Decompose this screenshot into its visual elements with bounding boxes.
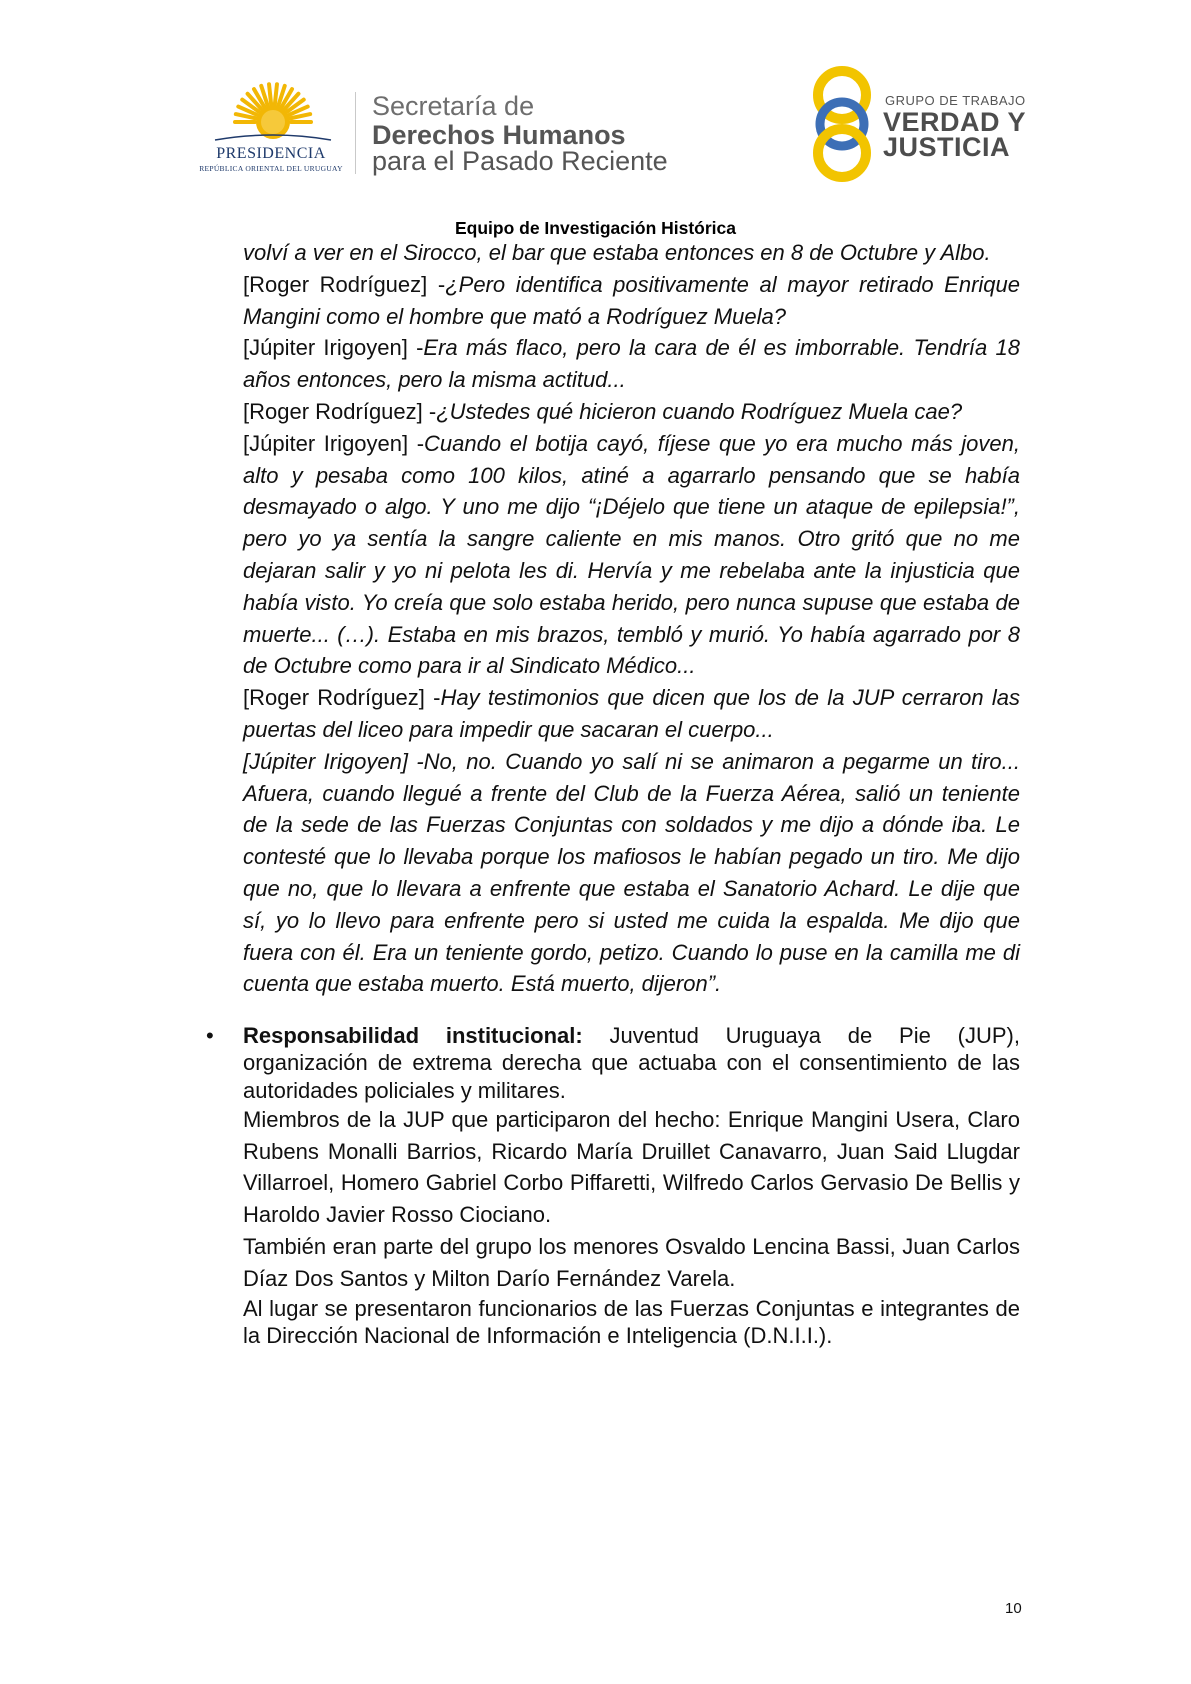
page-header [0,0,1191,215]
quote-text: ¿Pero identifica positivamente al mayor retirado Enrique Mangini como el hombre que mató a Rodríguez Muela? [243,271,1020,329]
presidencia-subtitle: REPÚBLICA ORIENTAL DEL URUGUAY [199,164,343,173]
sun-ray [275,84,277,104]
secretaria-line-3: para el Pasado Reciente [372,146,668,176]
responsabilidad-item [206,1022,1020,1349]
justicia-label: JUSTICIA [883,132,1011,162]
speaker: [Júpiter Irigoyen] - [243,430,425,456]
equipo-heading: Equipo de Investigación Histórica [454,218,737,238]
paragraph-3 [243,332,1020,396]
bullet-marker: • [206,1023,214,1049]
paragraph-4 [243,396,1020,428]
spacer [243,1000,1020,1022]
verdad-label: VERDAD Y [883,107,1027,137]
quote-text: Hay testimonios que dicen que los de la JUP cerraron las puertas del liceo para impedir que sacaran el cuerpo... [243,685,1020,742]
speaker: [Júpiter Irigoyen] - [243,335,424,361]
page-number: 10 [1005,1600,1022,1617]
quote-text: ¿Ustedes qué hicieron cuando Rodríguez Muela cae? [436,398,963,424]
quote-text: Cuando el botija cayó, fíjese que yo era mucho más joven, alto y pesaba como 100 kilos, atiné a agarrarlo pensando que se había desmayado o algo. Y uno me dijo “¡Déjelo que tiene un ataque de epilepsia!”, pero yo ya sentía la sangre caliente en mis manos. Otro gritó que no me dejaran salir y yo ni pelota les di. Hervía y me rebelaba ante la injusticia que había visto. Yo creía que solo estaba herido, pero nunca supuse que estaba de muerte... (…). Estaba en mis brazos, tembló y murió. Yo había agarrado por 8 de Octubre como para ir al Sindicato Médico... [243,430,1020,679]
paragraph-7: [Júpiter Irigoyen] -No, no. Cuando yo salí ni se animaron a pegarme un tiro... Afuera, cuando llegué a frente del Club de la Fuerza Aérea, salió un teniente de la sede de las Fuerzas Conjuntas con soldados y me dijo a dónde iba. Le contesté que lo llevaba porque los mafiosos le habían pegado un tiro. Me dijo que no, que lo llevara a enfrente que estaba el Sanatorio Achard. Le dije que sí, yo lo llevo para enfrente pero si usted me cuida la espalda. Me dijo que fuera con él. Era un teniente gordo, petizo. Cuando lo puse en la camilla me di cuenta que estaba muerto. Está muerto, dijeron”. [243,748,1020,997]
secretaria-line-2: Derechos Humanos [372,120,626,150]
secretaria-line-1: Secretaría de [372,91,535,121]
responsabilidad-paragraph [243,1022,1020,1104]
presidencia-label: PRESIDENCIA [216,145,326,162]
paragraph-6 [243,682,1020,746]
sun-ray [269,84,271,104]
paragraph-5 [243,428,1020,682]
menores-paragraph: También eran parte del grupo los menores Osvaldo Lencina Bassi, Juan Carlos Díaz Dos Santos y Milton Darío Fernández Varela. [243,1233,1020,1291]
speaker: [Roger Rodríguez] - [243,685,441,711]
responsabilidad-label: Responsabilidad institucional: [243,1023,583,1049]
header-divider [355,92,356,174]
paragraph-2 [243,269,1020,333]
quote-text: Era más flaco, pero la cara de él es imborrable. Tendría 18 años entonces, pero la misma actitud... [243,335,1020,393]
grupo-trabajo-label: GRUPO DE TRABAJO [885,93,1026,108]
speaker: [Roger Rodríguez] - [243,271,446,297]
lugar-paragraph: Al lugar se presentaron funcionarios de las Fuerzas Conjuntas e integrantes de la Dirección Nacional de Información e Inteligencia (D.N.I.I.). [243,1295,1020,1348]
verdad-justicia-rings-logo [805,65,880,183]
miembros-paragraph: Miembros de la JUP que participaron del hecho: Enrique Mangini Usera, Claro Rubens Monalli Barrios, Ricardo María Druillet Canavarro, Juan Said Llugdar Villarroel, Homero Gabriel Corbo Piffaretti, Wilfredo Carlos Gervasio De Bellis y Haroldo Javier Rosso Ciociano. [243,1106,1020,1228]
document-body [206,237,1020,1349]
speaker: [Roger Rodríguez] - [243,398,437,424]
responsabilidad-text: Juventud Uruguaya de Pie (JUP), organización de extrema derecha que actuaba con el consentimiento de las autoridades policiales y militares. [243,1023,1020,1103]
paragraph-1: volví a ver en el Sirocco, el bar que estaba entonces en 8 de Octubre y Albo. [243,240,991,265]
